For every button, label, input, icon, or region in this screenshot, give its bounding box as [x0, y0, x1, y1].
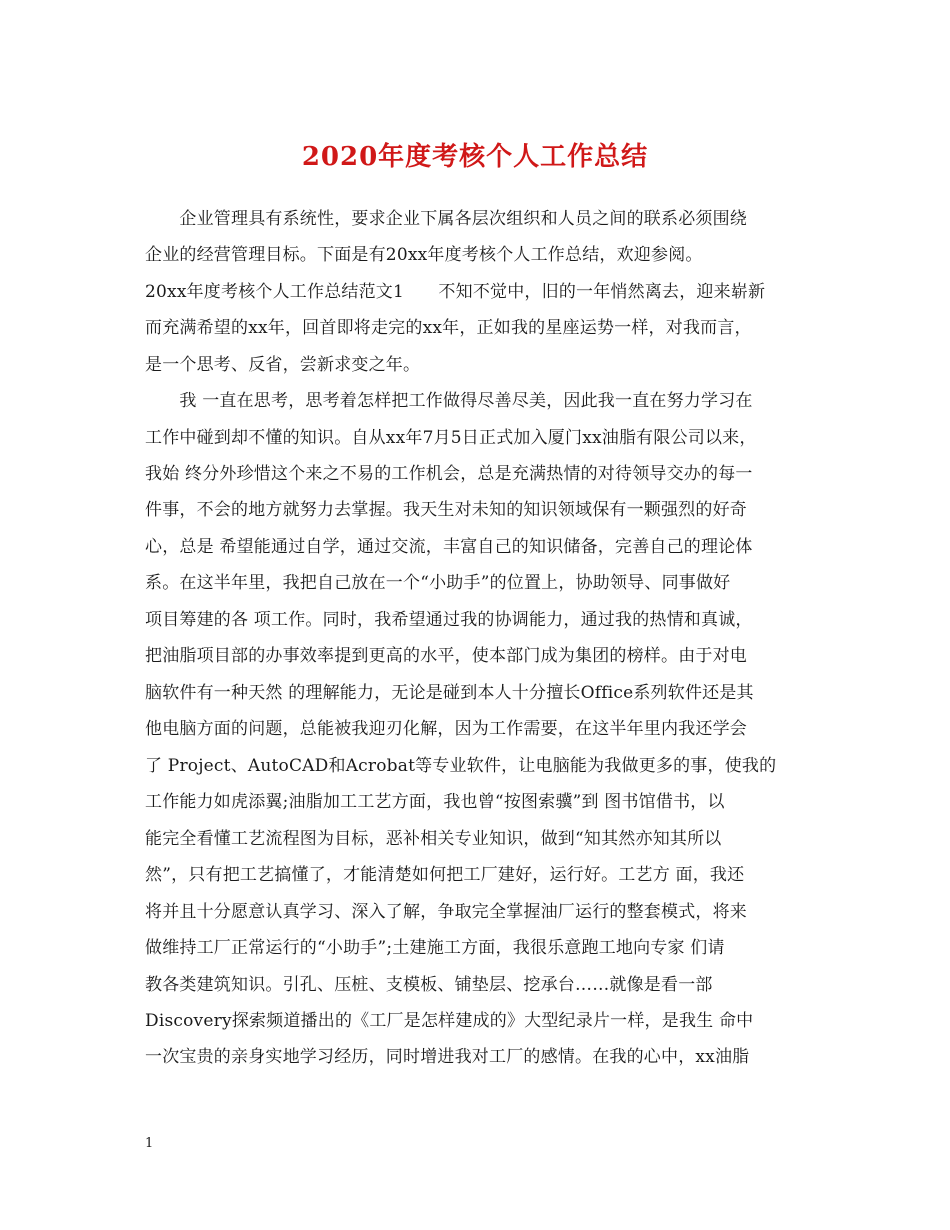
text-line: 件事，不会的地方就努力去掌握。我天生对未知的知识领域保有一颗强烈的好奇: [145, 500, 747, 520]
text-line: 企业管理具有系统性，要求企业下属各层次组织和人员之间的联系必须围绕: [145, 209, 747, 229]
text-line: 工作能力如虎添翼;油脂加工工艺方面，我也曾“按图索骥”到 图书馆借书，以: [145, 792, 725, 812]
text-line: 是一个思考、反省，尝新求变之年。: [145, 355, 421, 375]
text-line: 心，总是 希望能通过自学，通过交流，丰富自己的知识储备，完善自己的理论体: [145, 537, 753, 557]
text-line: 企业的经营管理目标。下面是有20xx年度考核个人工作总结，欢迎参阅。: [145, 245, 703, 265]
text-line: 脑软件有一种天然 的理解能力，无论是碰到本人十分擅长Office系列软件还是其: [145, 683, 754, 703]
text-line: Discovery探索频道播出的《工厂是怎样建成的》大型纪录片一样，是我生 命中: [145, 1011, 754, 1031]
text-line: 项目筹建的各 项工作。同时，我希望通过我的协调能力，通过我的热情和真诚，: [145, 610, 753, 630]
text-line: 一次宝贵的亲身实地学习经历，同时增进我对工厂的感情。在我的心中，xx油脂: [145, 1047, 750, 1067]
text-line: 然”，只有把工艺搞懂了，才能清楚如何把工厂建好，运行好。工艺方 面，我还: [145, 865, 745, 885]
text-line: 系。在这半年里，我把自己放在一个“小助手”的位置上，协助领导、同事做好: [145, 573, 731, 593]
text-line: 他电脑方面的问题，总能被我迎刃化解，因为工作需要，在这半年里内我还学会: [145, 719, 747, 739]
text-line: 能完全看懂工艺流程图为目标，恶补相关专业知识，做到“知其然亦知其所以: [145, 829, 722, 849]
text-line: 而充满希望的xx年，回首即将走完的xx年，正如我的星座运势一样，对我而言，: [145, 318, 752, 338]
text-line: 我 一直在思考，思考着怎样把工作做得尽善尽美，因此我一直在努力学习在: [145, 391, 753, 411]
text-line: 将并且十分愿意认真学习、深入了解，争取完全掌握油厂运行的整套模式，将来: [145, 902, 747, 922]
text-line: 我始 终分外珍惜这个来之不易的工作机会，总是充满热情的对待领导交办的每一: [145, 464, 753, 484]
text-line: 20xx年度考核个人工作总结范文1 不知不觉中，旧的一年悄然离去，迎来崭新: [145, 282, 766, 302]
text-line: 教各类建筑知识。引孔、压桩、支模板、铺垫层、挖承台……就像是看一部: [145, 975, 713, 995]
text-line: 工作中碰到却不懂的知识。自从xx年7月5日正式加入厦门xx油脂有限公司以来，: [145, 428, 757, 448]
text-line: 了 Project、AutoCAD和Acrobat等专业软件，让电脑能为我做更多的事，使我的: [145, 756, 777, 776]
page-title: 2020年度考核个人工作总结: [301, 142, 649, 172]
text-line: 做维持工厂正常运行的“小助手”;土建施工方面，我很乐意跑工地向专家 们请: [145, 938, 725, 958]
text-line: 把油脂项目部的办事效率提到更高的水平，使本部门成为集团的榜样。由于对电: [145, 646, 747, 666]
page-number: 1: [145, 1136, 154, 1151]
